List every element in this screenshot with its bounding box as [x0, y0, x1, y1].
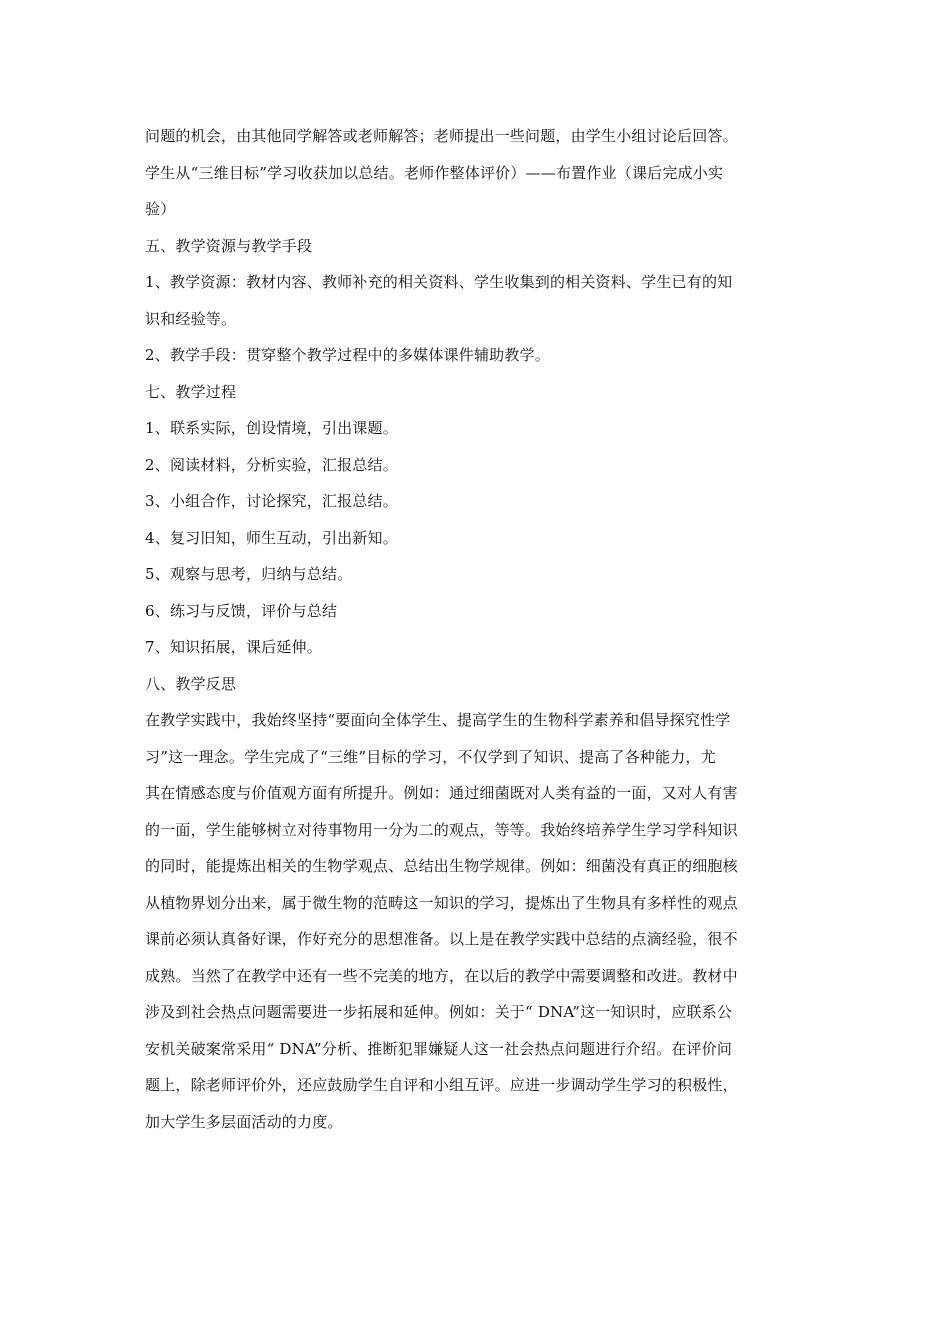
text-line: 课前必须认真备好课，作好充分的思想准备。以上是在教学实践中总结的点滴经验，很不 [145, 930, 738, 948]
section-heading-resources: 五、教学资源与教学手段 [145, 236, 313, 255]
text-line: 验） [145, 200, 176, 218]
text-line: 学生从“三维目标”学习收获加以总结。老师作整体评价）——布置作业（课后完成小实 [145, 163, 724, 182]
text-line: 1、教学资源：教材内容、教师补充的相关资料、学生收集到的相关资料、学生已有的知 [145, 273, 733, 291]
text-line: 的一面，学生能够树立对待事物用一分为二的观点，等等。我始终培养学生学习学科知识 [145, 820, 738, 839]
section-heading-process: 七、教学过程 [145, 382, 237, 401]
text-line: 在教学实践中，我始终坚持“要面向全体学生、提高学生的生物科学素养和倡导探究性学 [145, 711, 731, 729]
text-line: 题上，除老师评价外，还应鼓励学生自评和小组互评。应进一步调动学生学习的积极性， [145, 1076, 738, 1094]
text-line: 的同时，能提炼出相关的生物学观点、总结出生物学规律。例如：细菌没有真正的细胞核 [145, 857, 738, 875]
text-line: 涉及到社会热点问题需要进一步拓展和延伸。例如：关于“ DNA”这一知识时，应联系公 [145, 1003, 733, 1021]
text-line: 识和经验等。 [145, 309, 237, 328]
text-line: 2、教学手段：贯穿整个教学过程中的多媒体课件辅助教学。 [145, 346, 550, 364]
list-item: 5、观察与思考，归纳与总结。 [145, 565, 353, 583]
list-item: 4、复习旧知，师生互动，引出新知。 [145, 528, 398, 547]
document-page [145, 118, 815, 1140]
text-line: 习”这一理念。学生完成了“三维”目标的学习，不仅学到了知识、提高了各种能力，尤 [145, 747, 716, 766]
text-line: 问题的机会，由其他同学解答或老师解答；老师提出一些问题，由学生小组讨论后回答。 [145, 127, 738, 145]
list-item: 3、小组合作，讨论探究，汇报总结。 [145, 492, 398, 510]
list-item: 7、知识拓展，课后延伸。 [145, 638, 322, 656]
list-item: 6、练习与反馈，评价与总结 [145, 601, 338, 620]
text-line: 其在情感态度与价值观方面有所提升。例如：通过细菌既对人类有益的一面，又对人有害 [145, 784, 738, 802]
text-line: 安机关破案常采用“ DNA”分析、推断犯罪嫌疑人这一社会热点问题进行介绍。在评价问 [145, 1039, 733, 1058]
text-line: 加大学生多层面活动的力度。 [145, 1112, 343, 1131]
text-line: 成熟。当然了在教学中还有一些不完美的地方，在以后的教学中需要调整和改进。教材中 [145, 966, 738, 985]
section-heading-reflection: 八、教学反思 [145, 674, 237, 693]
list-item: 1、联系实际，创设情境，引出课题。 [145, 419, 398, 437]
list-item: 2、阅读材料，分析实验，汇报总结。 [145, 455, 398, 474]
text-line: 从植物界划分出来，属于微生物的范畴这一知识的学习，提炼出了生物具有多样性的观点 [145, 893, 738, 912]
